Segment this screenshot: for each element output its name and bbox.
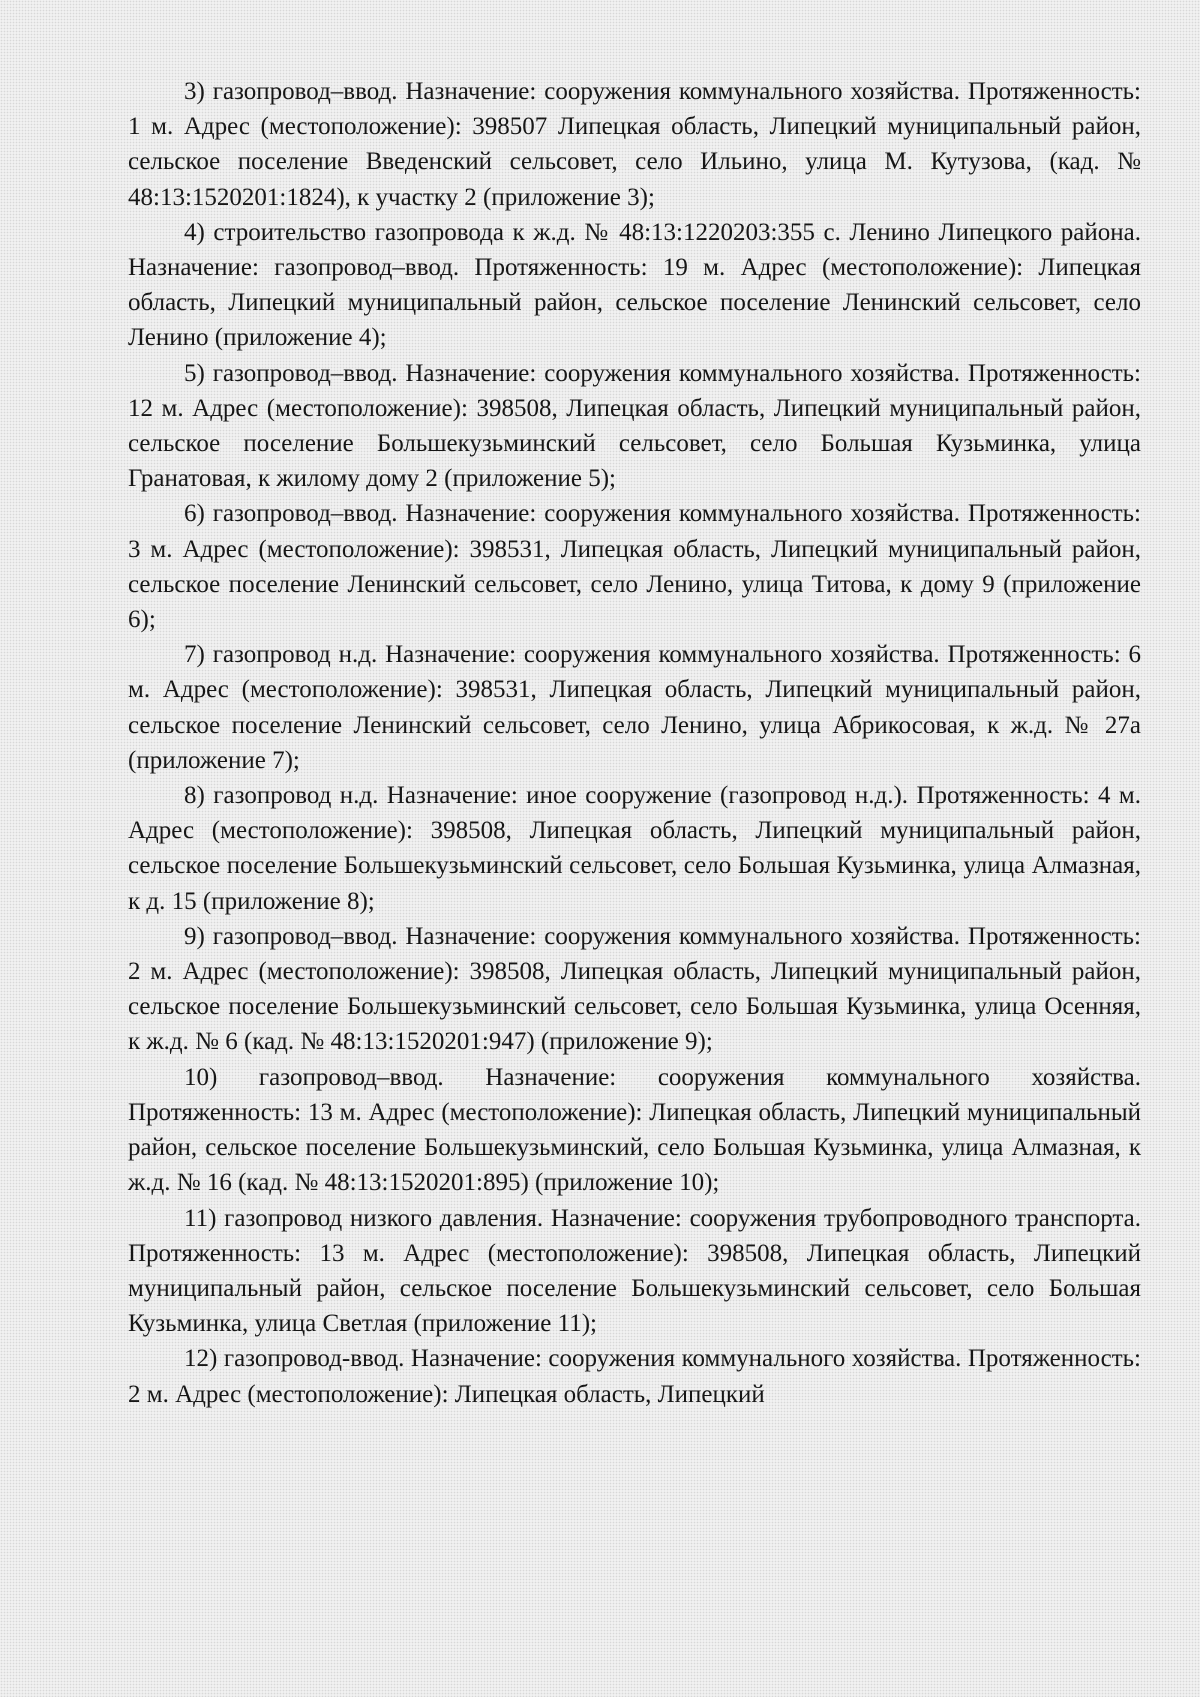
- list-item: 7) газопровод н.д. Назначение: сооружения коммунального хозяйства. Протяженность: 6 м. Адрес (местоположение): 398531, Липецкая область, Липецкий муниципальный район, сельское поселение Ленинский сельсовет, село Ленино, улица Абрикосовая, к ж.д. № 27а (приложение 7);: [128, 641, 1141, 774]
- list-item: 10) газопровод–ввод. Назначение: сооружения коммунального хозяйства. Протяженность: 13 м. Адрес (местоположение): Липецкая область, Липецкий муниципальный район, сельское поселение Большекузьминский, село Большая Кузьминка, улица Алмазная, к ж.д. № 16 (кад. № 48:13:1520201:895) (приложение 10);: [128, 1063, 1141, 1197]
- list-item: 12) газопровод-ввод. Назначение: сооружения коммунального хозяйства. Протяженность: 2 м. Адрес (местоположение): Липецкая область, Липецкий: [128, 1345, 1141, 1408]
- list-item: 9) газопровод–ввод. Назначение: сооружения коммунального хозяйства. Протяженность: 2 м. Адрес (местоположение): 398508, Липецкая область, Липецкий муниципальный район, сельское поселение Большекузьминский сельсовет, село Большая Кузьминка, улица Осенняя, к ж.д. № 6 (кад. № 48:13:1520201:947) (приложение 9);: [128, 922, 1141, 1056]
- list-item: 8) газопровод н.д. Назначение: иное сооружение (газопровод н.д.). Протяженность: 4 м. Адрес (местоположение): 398508, Липецкая область, Липецкий муниципальный район, сельское поселение Большекузьминский сельсовет, село Большая Кузьминка, улица Алмазная, к д. 15 (приложение 8);: [128, 782, 1141, 915]
- list-item: 5) газопровод–ввод. Назначение: сооружения коммунального хозяйства. Протяженность: 12 м. Адрес (местоположение): 398508, Липецкая область, Липецкий муниципальный район, сельское поселение Большекузьминский сельсовет, село Большая Кузьминка, улица Гранатовая, к жилому дому 2 (приложение 5);: [128, 359, 1141, 493]
- list-item: 6) газопровод–ввод. Назначение: сооружения коммунального хозяйства. Протяженность: 3 м. Адрес (местоположение): 398531, Липецкая область, Липецкий муниципальный район, сельское поселение Ленинский сельсовет, село Ленино, улица Титова, к дому 9 (приложение 6);: [128, 500, 1141, 634]
- document-body: [128, 74, 1141, 1412]
- list-item: 11) газопровод низкого давления. Назначение: сооружения трубопроводного транспорта. Протяженность: 13 м. Адрес (местоположение): 398508, Липецкая область, Липецкий муниципальный район, сельское поселение Большекузьминский сельсовет, село Большая Кузьминка, улица Светлая (приложение 11);: [128, 1204, 1141, 1338]
- list-item: 3) газопровод–ввод. Назначение: сооружения коммунального хозяйства. Протяженность: 1 м. Адрес (местоположение): 398507 Липецкая область, Липецкий муниципальный район, сельское поселение Введенский сельсовет, село Ильино, улица М. Кутузова, (кад. № 48:13:1520201:1824), к участку 2 (приложение 3);: [128, 78, 1141, 211]
- list-item: 4) строительство газопровода к ж.д. № 48:13:1220203:355 с. Ленино Липецкого района. Назначение: газопровод–ввод. Протяженность: 19 м. Адрес (местоположение): Липецкая область, Липецкий муниципальный район, сельское поселение Ленинский сельсовет, село Ленино (приложение 4);: [128, 218, 1141, 352]
